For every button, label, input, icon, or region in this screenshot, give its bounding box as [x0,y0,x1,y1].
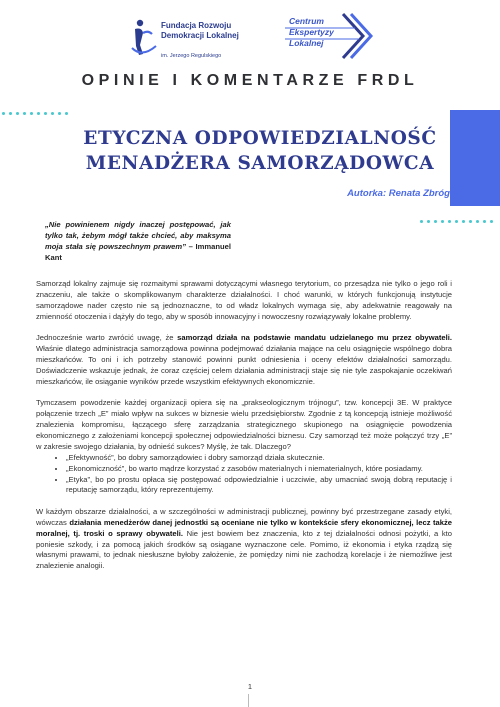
cel-logo-line-3: Lokalnej [289,38,324,48]
decorative-dot [16,112,19,115]
frdl-logo-text [161,21,239,41]
article-title-line-1: ETYCZNA ODPOWIEDZIALNOŚĆ [83,128,437,149]
decorative-dot [37,112,40,115]
paragraph-2-text-a: Jednocześnie warto zwrócić uwagę, że [36,333,178,343]
paragraph-3: Tymczasem powodzenie każdej organizacji opiera się na „prakseologicznym trójnogu”, tzw. koncepcji 3E. W praktyce połączenie trzech „E” miało wpływ na sukces w biznesie wielu przedsiębiorstw. Zgodnie z tą koncepcją istnieje możliwość znalezienia kompromisu, łączącego sferę zarządzania strategicznego skupionego na osiągnięcie powodzenia ekonomicznego z założeniami koncepcji społecznej odpowiedzialności biznesu. Czy samorząd też może połączyć trzy „E” w zakresie swojego działania, by odnieść sukces? Myślę, że tak. Dlaczego? [36,398,452,451]
epigraph-quote [45,219,231,263]
quote-text: „Nie powinienem nigdy inaczej postępować, jak tylko tak, żebym mógł także chcieć, aby maksyma moja stała się powszechnym prawem” [45,220,231,251]
decorative-dot [462,220,465,223]
paragraph-2 [36,333,452,388]
frdl-logo-mark-icon [130,18,158,58]
decorative-dot [490,220,493,223]
decorative-dots-top [2,102,78,106]
paragraph-4-bold: działania menedżerów danej jednostki są oceniane nie tylko w kontekście sfery ekonomicznej, lecz także moralnej, tj. troski o sprawy obywateli. [36,517,453,538]
cel-logo-text [289,16,334,49]
decorative-dot [44,112,47,115]
article-author: Autorka: Renata Zbróg [347,188,450,199]
frdl-logo-subtitle: im. Jerzego Regulskiego [161,53,222,59]
cel-logo [283,12,378,62]
article-title [70,126,450,176]
frdl-logo [130,18,270,68]
list-item: • „Ekonomiczność”, bo warto mądrze korzystać z zasobów materialnych i niematerialnych, które posiadamy. [66,464,452,475]
header-logos [0,0,500,70]
page-number: 1 [247,682,253,691]
quote-author: – Immanuel Kant [45,242,231,262]
decorative-dot [23,112,26,115]
paragraph-4-text-a: W każdym obszarze działalności, a w szczególności w administracji publicznej, powinny być przestrzegane zasady etyki, wówczas [36,506,452,527]
article-body [36,279,452,583]
decorative-dot [469,220,472,223]
bullet-list [36,453,452,497]
paragraph-2-bold: samorząd działa na podstawie mandatu udzielanego mu przez obywateli. [177,333,452,343]
decorative-dot [441,220,444,223]
paragraph-2-text-c: Właśnie dlatego administracja samorządowa powinna podejmować działania mające na celu osiągnięcie wspólnego dobra mieszkańców. To oni i ich potrzeby stanowić powinni punkt odniesienia i oceny efektów działalności samorządu. Doświadczenie wskazuje jednak, że coraz częściej celem działania administracji staje się nie tyle zaspokajanie oczekiwań mieszkańców, ile osiąganie wyników przede wszystkim efektywnych ekonomicznie. [36,344,452,386]
decorative-dot [420,220,423,223]
list-item: • „Etyka”, bo po prostu opłaca się postępować odpowiedzialnie i uczciwie, aby umacniać swoją dobrą reputację i reputację samorządu, który reprezentujemy. [66,475,452,497]
decorative-dot [30,112,33,115]
decorative-dot [51,112,54,115]
decorative-dot [427,220,430,223]
decorative-dot [9,112,12,115]
decorative-dot [448,220,451,223]
frdl-logo-line-2: Demokracji Lokalnej [161,31,239,40]
footer-divider [248,694,249,707]
article-title-line-2: MENADŻERA SAMORZĄDOWCA [85,153,435,174]
decorative-dots-right [420,210,500,214]
series-title: OPINIE I KOMENTARZE FRDL [81,72,419,89]
decorative-dot [434,220,437,223]
list-item: • „Efektywność”, bo dobry samorządowiec i dobry samorząd działa skutecznie. [66,453,452,464]
decorative-dot [476,220,479,223]
frdl-logo-line-1: Fundacja Rozwoju [161,21,232,30]
cel-logo-line-2: Ekspertyzy [289,27,334,37]
cel-logo-line-1: Centrum [289,16,324,26]
paragraph-4 [36,507,452,572]
paragraph-4-text-c: Nie jest bowiem bez znaczenia, kto z tej działalności odnosi pożytki, a kto poniesie szkody, i za pomocą jakich środków są osiągane wyznaczone cele. Pomimo, iż ekonomia i etyka rządzą się własnymi prawami, to jednak niesłuszne byłoby założenie, że pomiędzy nimi nie zachodzą korelacje i że niemożliwe jest znalezienie analogii. [36,528,452,571]
decorative-dot [483,220,486,223]
decorative-dot [2,112,5,115]
decorative-dot [58,112,61,115]
paragraph-1: Samorząd lokalny zajmuje się rozmaitymi sprawami dotyczącymi własnego terytorium, co przesądza nie tylko o jego roli i znaczeniu, ale także o skomplikowanym charakterze działalności. I choć warunki, w których funkcjonują instytucje samorządowe nader często nie są jednoznaczne, to od władz lokalnych wymaga się, aby adekwatnie reagowały na zmienność otoczenia i dążyły do tego, aby w sposób innowacyjny i nowoczesny rozwiązywały lokalne problemy. [36,279,452,321]
decorative-dot [455,220,458,223]
